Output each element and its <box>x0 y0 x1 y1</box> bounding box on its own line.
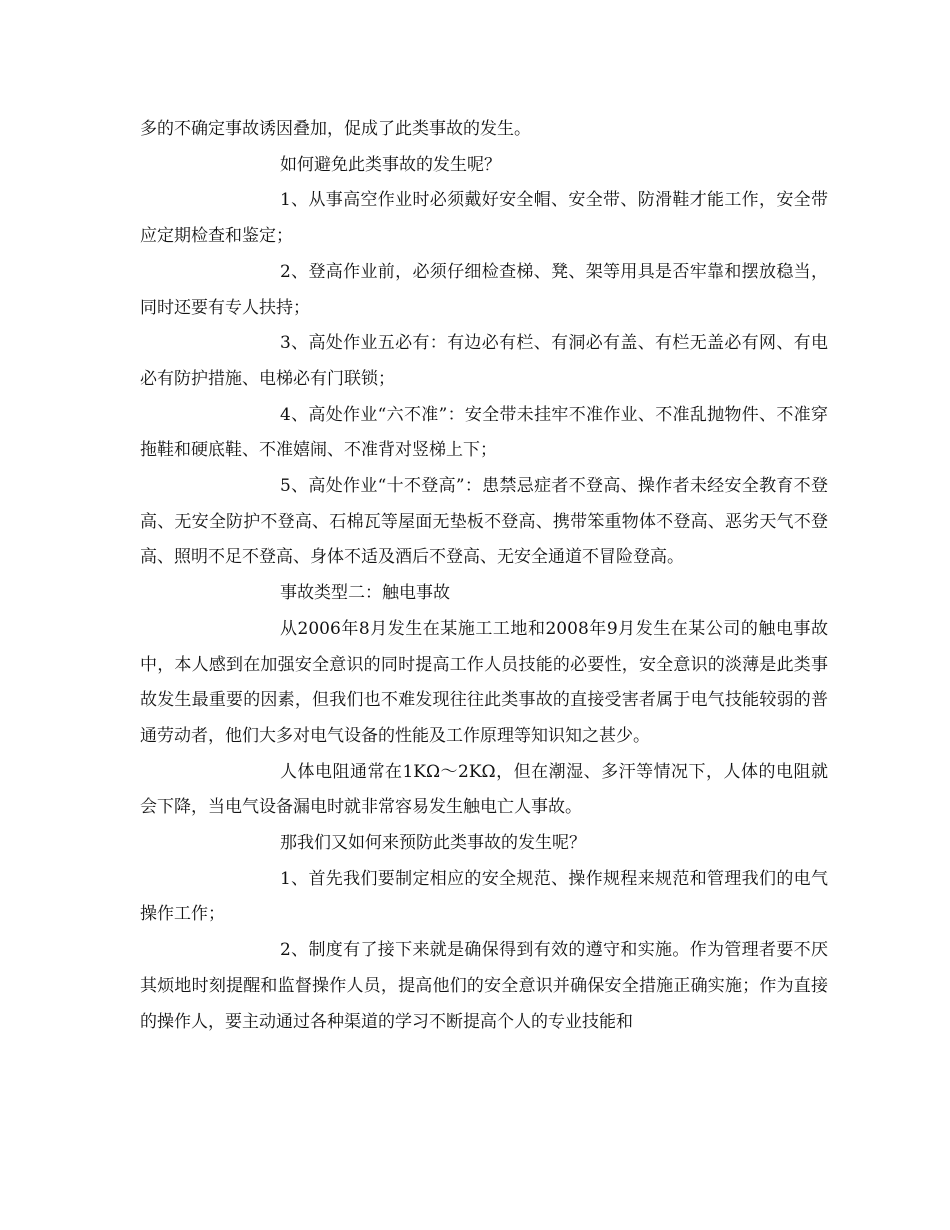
paragraph-item-4: 4、高处作业“六不准”：安全带未挂牢不准作业、不准乱抛物件、不准穿拖鞋和硬底鞋、不准嬉闹、不准背对竖梯上下； <box>140 404 828 461</box>
paragraph-item-1: 1、从事高空作业时必须戴好安全帽、安全带、防滑鞋才能工作，安全带应定期检查和鉴定； <box>140 190 828 247</box>
paragraph-body-resistance: 人体电阻通常在1KΩ～2KΩ，但在潮湿、多汗等情况下，人体的电阻就会下降，当电气设备漏电时就非常容易发生触电亡人事故。 <box>140 761 828 818</box>
paragraph-item-2: 2、登高作业前，必须仔细检查梯、凳、架等用具是否牢靠和摆放稳当，同时还要有专人扶持； <box>140 261 828 318</box>
paragraph-electric-shock-cases: 从2006年8月发生在某施工工地和2008年9月发生在某公司的触电事故中，本人感到在加强安全意识的同时提高工作人员技能的必要性，安全意识的淡薄是此类事故发生最重要的因素，但我们也不难发现往往此类事故的直接受害者属于电气技能较弱的普通劳动者，他们大多对电气设备的性能及工作原理等知识知之甚少。 <box>140 618 828 746</box>
paragraph-continuation: 多的不确定事故诱因叠加，促成了此类事故的发生。 <box>140 119 531 139</box>
paragraph-prevention-item-2: 2、制度有了接下来就是确保得到有效的遵守和实施。作为管理者要不厌其烦地时刻提醒和监督操作人员，提高他们的安全意识并确保安全措施正确实施；作为直接的操作人，要主动通过各种渠道的学习不断提高个人的专业技能和 <box>140 940 828 1032</box>
paragraph-prevention-question: 那我们又如何来预防此类事故的发生呢？ <box>280 833 586 854</box>
section-heading-accident-type-2: 事故类型二：触电事故 <box>280 583 450 604</box>
document-body <box>140 112 828 1040</box>
paragraph-item-3: 3、高处作业五必有：有边必有栏、有洞必有盖、有栏无盖必有网、有电必有防护措施、电梯必有门联锁； <box>140 333 828 389</box>
paragraph-item-5: 5、高处作业“十不登高”：患禁忌症者不登高、操作者未经安全教育不登高、无安全防护不登高、石棉瓦等屋面无垫板不登高、携带笨重物体不登高、恶劣天气不登高、照明不足不登高、身体不适及酒后不登高、无安全通道不冒险登高。 <box>140 476 828 568</box>
paragraph-question: 如何避免此类事故的发生呢？ <box>280 154 501 175</box>
paragraph-prevention-item-1: 1、首先我们要制定相应的安全规范、操作规程来规范和管理我们的电气操作工作； <box>140 868 828 925</box>
